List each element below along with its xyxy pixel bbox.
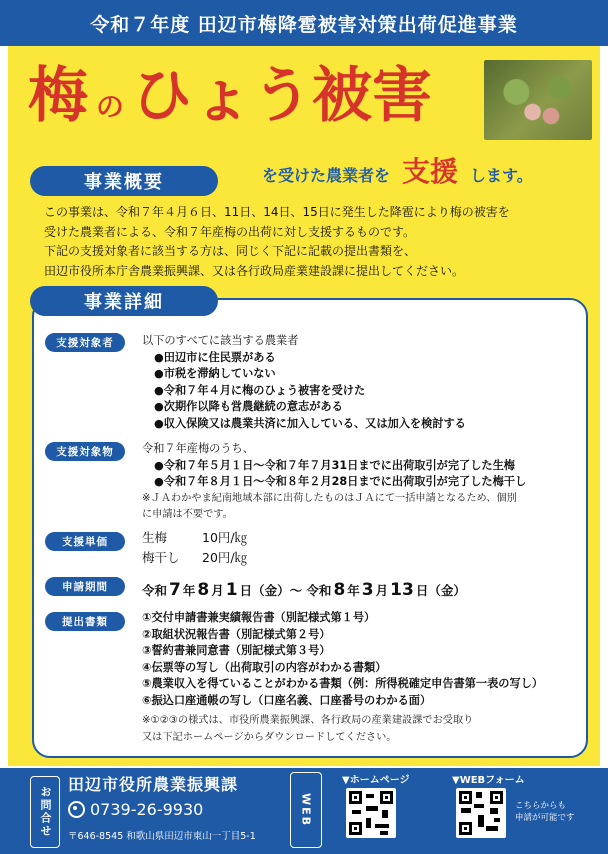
homepage-label: ▼ホームページ — [342, 775, 410, 786]
webform-qr-code[interactable] — [456, 788, 506, 838]
target-intro: 以下のすべてに該当する農業者 — [142, 334, 299, 347]
details-heading: 事業詳細 — [30, 286, 218, 316]
price-section — [142, 528, 247, 568]
documents-item: ③誓約書兼同意書（別記様式第３号） — [142, 644, 331, 657]
documents-item: ②取組状況報告書（別記様式第２号） — [142, 627, 331, 641]
overview-line: 下記の支援対象者に該当する方は、同じく下記に記載の提出書類を、 — [44, 244, 417, 258]
period-text: 日（金）～ 令和 — [239, 583, 332, 598]
price-row1-name: 生梅 — [142, 530, 168, 545]
hero-title-part2: の — [96, 90, 125, 123]
contact-tag: お問合せ — [30, 776, 60, 848]
phone-number[interactable]: 0739-26-9930 — [90, 800, 204, 819]
hero-title — [28, 56, 432, 136]
period-text: 月 — [211, 583, 224, 598]
documents-item: ⑤農業収入を得ていることがわかる書類（例：所得税確定申告書第一表の写し） — [142, 677, 544, 690]
overview-text — [44, 203, 584, 281]
overview-line: この事業は、令和７年４月６日、11日、14日、15日に発生した降雹により梅の被害を — [44, 205, 510, 219]
hero-title-part3: ひょう被害 — [132, 61, 433, 131]
price-row1-value: 10円/㎏ — [202, 530, 248, 545]
documents-note: 又は下記ホームページからダウンロードしてください。 — [142, 731, 397, 743]
hero-sub-part3: します。 — [470, 166, 533, 185]
object-section — [142, 441, 526, 524]
period-number: 8 — [333, 580, 346, 600]
price-row — [142, 528, 247, 548]
hero-subtitle — [262, 150, 533, 190]
side-note-line: こちらからも — [515, 801, 567, 811]
documents-section — [142, 610, 543, 746]
object-note: に申請は不要です。 — [142, 509, 233, 520]
homepage-qr-code[interactable] — [346, 788, 396, 838]
object-list — [142, 458, 526, 491]
documents-note: ※①②③の様式は、市役所農業振興課、各行政局の産業建設課でお受取り — [142, 715, 474, 726]
header-title: 令和７年度 田辺市梅降雹被害対策出荷促進事業 — [90, 13, 518, 36]
period-text: 令和 — [142, 583, 168, 598]
price-label: 支援単価 — [45, 532, 125, 551]
period-value — [142, 580, 466, 600]
page-header — [0, 0, 608, 46]
period-label: 申請期間 — [45, 577, 125, 596]
period-number: 3 — [361, 580, 374, 600]
address: 〒646-8545 和歌山県田辺市東山一丁目5-1 — [68, 831, 256, 842]
overview-heading: 事業概要 — [30, 166, 218, 196]
hero-sub-part1: を受けた農業者を — [262, 166, 391, 185]
price-row2-value: 20円/㎏ — [202, 550, 248, 565]
object-item: ● 令和７年５月１日～令和７年７月31日までに出荷取引が完了した生梅 — [154, 458, 526, 475]
period-text: 月 — [375, 583, 389, 598]
documents-item: ⑥振込口座通帳の写し（口座名義、口座番号のわかる面） — [142, 693, 432, 707]
web-tag: WEB — [290, 772, 322, 848]
period-number: 1 — [225, 580, 238, 600]
side-note-line: 申請が可能です — [515, 813, 575, 823]
documents-item: ①交付申請書兼実績報告書（別記様式第１号） — [142, 611, 376, 624]
webform-side-note — [515, 800, 575, 824]
target-list — [142, 350, 466, 433]
office-name: 田辺市役所農業振興課 — [68, 775, 239, 794]
object-note: ※ＪＡわかやま紀南地域本部に出荷したものはＪＡにて一括申請となるため、個別 — [142, 492, 517, 504]
object-label: 支援対象物 — [45, 442, 125, 461]
phone-icon — [68, 801, 85, 818]
period-number: 8 — [197, 580, 210, 600]
plum-photo — [484, 60, 592, 140]
period-number: 13 — [390, 580, 414, 600]
target-item: ● 次期作以降も営農継続の意志がある — [154, 399, 466, 416]
target-item: ● 収入保険又は農業共済に加入している、又は加入を検討する — [154, 416, 466, 433]
overview-line: 受けた農業者による、令和７年産梅の出荷に対し支援するものです。 — [44, 224, 416, 239]
price-row — [142, 548, 247, 568]
hero-sub-part2: 支援 — [402, 155, 459, 188]
overview-line: 田辺市役所本庁舎農業振興課、又は各行政局産業建設課に提出してください。 — [44, 263, 465, 278]
period-text: 年 — [347, 583, 360, 598]
documents-label: 提出書類 — [45, 612, 125, 631]
documents-item: ④伝票等の写し（出荷取引の内容がわかる書類） — [142, 660, 387, 674]
phone-row — [68, 800, 203, 819]
target-item: ● 市税を滞納していない — [154, 366, 466, 383]
price-row2-name: 梅干し — [142, 550, 180, 565]
target-item: ● 令和７年４月に梅のひょう被害を受けた — [154, 383, 466, 400]
hero-title-part1: 梅 — [28, 61, 88, 131]
target-section — [142, 333, 466, 432]
period-number: 7 — [169, 580, 181, 600]
period-text: 日（金） — [415, 583, 466, 598]
period-text: 年 — [182, 583, 196, 598]
target-item: ● 田辺市に住民票がある — [154, 350, 466, 367]
webform-label: ▼WEBフォーム — [452, 775, 525, 786]
object-intro: 令和７年産梅のうち、 — [142, 442, 254, 455]
target-label: 支援対象者 — [45, 333, 125, 352]
object-item: ● 令和７年８月１日～令和８年２月28日までに出荷取引が完了した梅干し — [154, 474, 526, 491]
